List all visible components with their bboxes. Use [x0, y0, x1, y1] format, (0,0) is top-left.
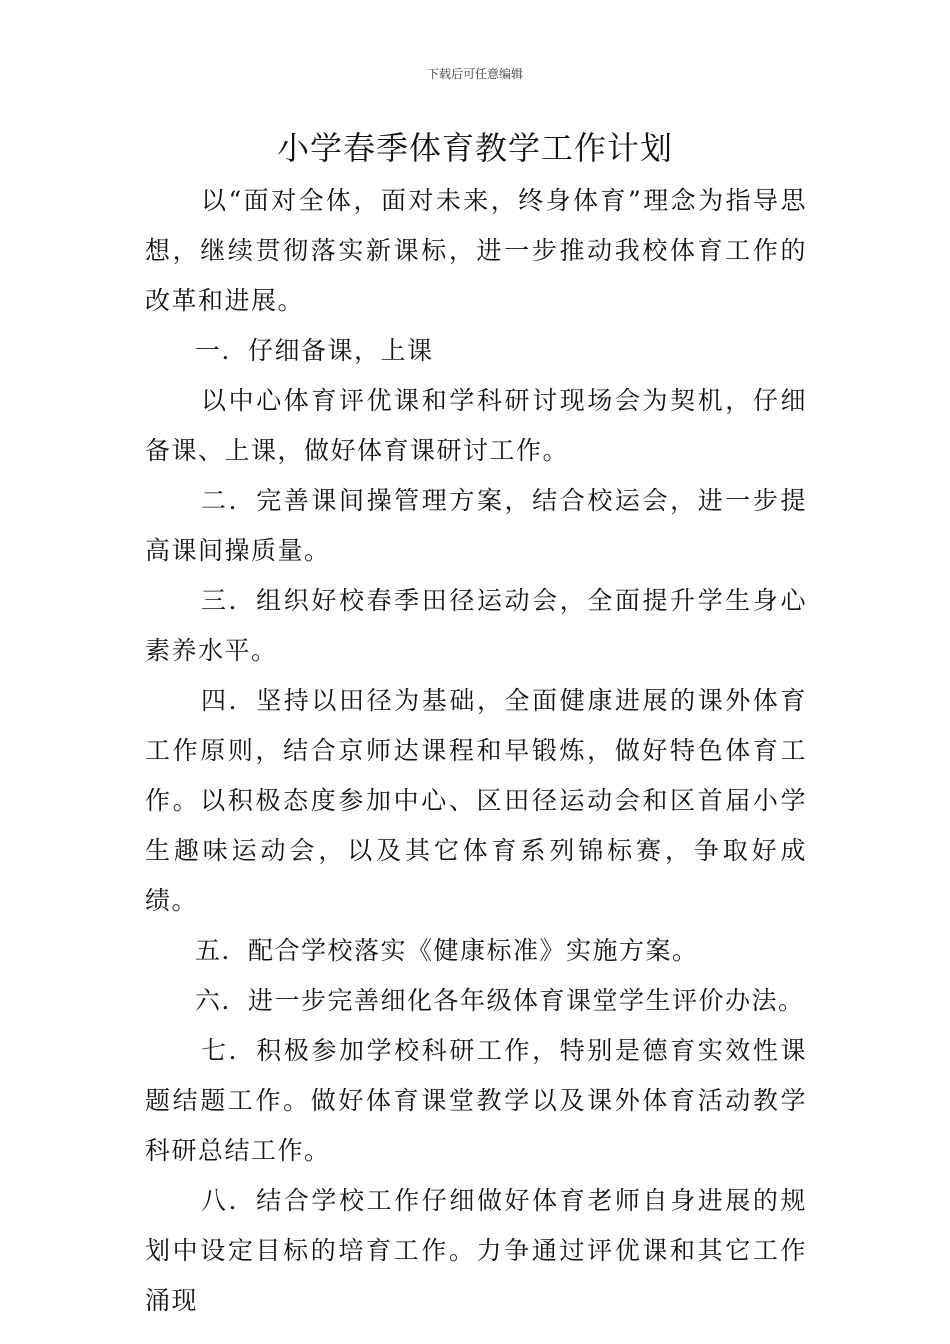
- paragraph-item-6: 六．进一步完善细化各年级体育课堂学生评价办法。: [195, 986, 805, 1015]
- document-body: [145, 176, 807, 1326]
- paragraph-item-5: 五．配合学校落实《健康标准》实施方案。: [195, 936, 699, 965]
- paragraph-item-2: 二．完善课间操管理方案，结合校运会，进一步提高课间操质量。: [145, 486, 807, 565]
- paragraph-item-7: 七．积极参加学校科研工作，特别是德育实效性课题结题工作。做好体育课堂教学以及课外体育活动教学科研总结工作。: [145, 1036, 807, 1165]
- header-note: 下载后可任意编辑: [426, 67, 523, 81]
- paragraph-item-4: 四．坚持以田径为基础，全面健康进展的课外体育工作原则，结合京师达课程和早锻炼，做好特色体育工作。以积极态度参加中心、区田径运动会和区首届小学生趣味运动会，以及其它体育系列锦标赛，争取好成绩。: [145, 686, 807, 915]
- paragraph-item-1-heading: 一．仔细备课，上课: [195, 336, 434, 365]
- paragraph-item-1-body: 以中心体育评优课和学科研讨现场会为契机，仔细备课、上课，做好体育课研讨工作。: [145, 386, 807, 465]
- paragraph-item-8: 八．结合学校工作仔细做好体育老师自身进展的规划中设定目标的培育工作。力争通过评优课和其它工作涌现: [145, 1186, 807, 1315]
- paragraph-intro: 以“面对全体，面对未来，终身体育”理念为指导思想，继续贯彻落实新课标，进一步推动我校体育工作的改革和进展。: [145, 186, 807, 315]
- page-title: 小学春季体育教学工作计划: [276, 129, 673, 167]
- paragraph-item-3: 三．组织好校春季田径运动会，全面提升学生身心素养水平。: [145, 586, 807, 665]
